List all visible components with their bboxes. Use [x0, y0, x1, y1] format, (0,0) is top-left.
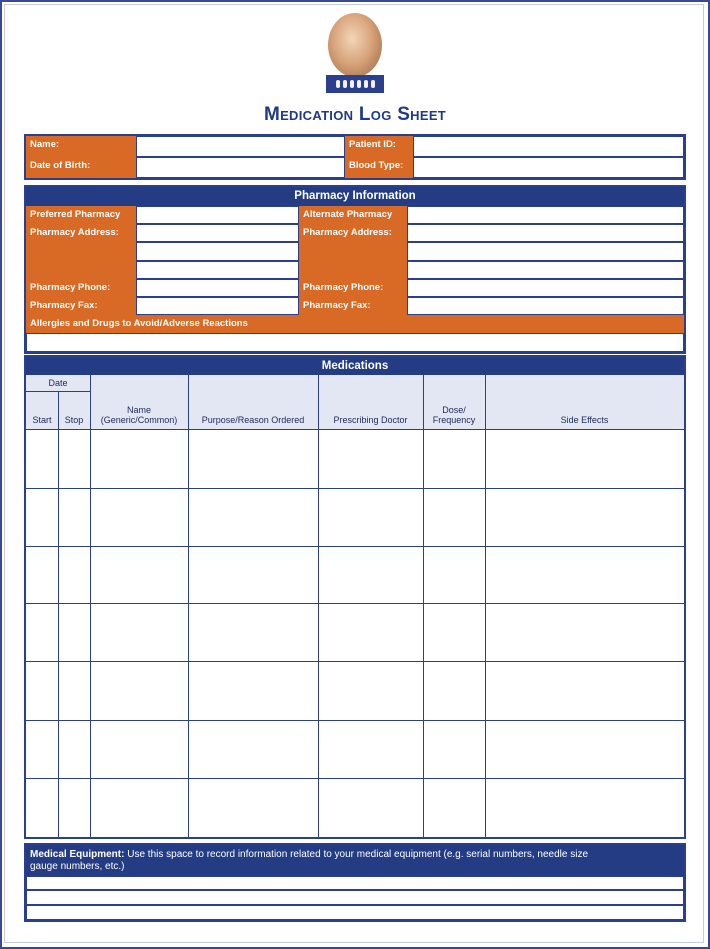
row-line [26, 778, 684, 779]
header-bottom-line [26, 429, 684, 430]
name-column-label-line2: (Generic/Common) [100, 415, 178, 425]
col-line-side-effects [485, 375, 486, 837]
name-column-label-line1: Name [126, 405, 151, 415]
col-line-dose [423, 375, 424, 837]
patient-info-section [24, 134, 686, 180]
allergies-field[interactable] [26, 333, 684, 352]
equipment-label: Medical Equipment: [30, 849, 125, 860]
equipment-line-1[interactable] [26, 876, 684, 890]
doctor-column-label: Prescribing Doctor [333, 415, 408, 425]
col-line-purpose [188, 375, 189, 837]
preferred-pharmacy-field[interactable] [136, 206, 299, 224]
col-line-name [90, 375, 91, 837]
equipment-text: Use this space to record information related to your medical equipment (e.g. serial numbers, needle size gauge numbers, etc.) [30, 849, 589, 872]
preferred-address-label: Pharmacy Address: [26, 224, 136, 279]
preferred-address-line-1[interactable] [136, 224, 299, 242]
name-label: Name: [26, 136, 136, 157]
row-line [26, 488, 684, 489]
alternate-address-line-2[interactable] [407, 242, 684, 261]
equipment-description [30, 849, 590, 873]
patient-id-field[interactable] [413, 136, 684, 157]
name-field[interactable] [136, 136, 345, 157]
alternate-pharmacy-label: Alternate Pharmacy [299, 206, 407, 224]
medications-header: Medications [26, 357, 684, 375]
equipment-line-2[interactable] [26, 890, 684, 905]
logo-band [326, 75, 384, 93]
preferred-phone-field[interactable] [136, 279, 299, 297]
dose-column-label-line2: Frequency [432, 415, 476, 425]
preferred-fax-label: Pharmacy Fax: [26, 297, 136, 315]
pharmacy-section [24, 185, 686, 354]
logo [326, 13, 384, 93]
dose-column-label-line1: Dose/ [442, 405, 466, 415]
alternate-fax-field[interactable] [407, 297, 684, 315]
alternate-phone-field[interactable] [407, 279, 684, 297]
preferred-fax-field[interactable] [136, 297, 299, 315]
stop-column-label: Stop [64, 415, 84, 425]
dob-label: Date of Birth: [26, 157, 136, 178]
row-line [26, 603, 684, 604]
preferred-address-line-2[interactable] [136, 242, 299, 261]
alternate-address-label: Pharmacy Address: [299, 224, 407, 279]
preferred-phone-label: Pharmacy Phone: [26, 279, 136, 297]
preferred-address-line-3[interactable] [136, 261, 299, 279]
alternate-phone-label: Pharmacy Phone: [299, 279, 407, 297]
equipment-section [24, 843, 686, 922]
medications-section [24, 355, 686, 839]
alternate-address-line-3[interactable] [407, 261, 684, 279]
dob-field[interactable] [136, 157, 345, 178]
equipment-line-3[interactable] [26, 905, 684, 920]
row-line [26, 720, 684, 721]
row-line [26, 661, 684, 662]
alternate-fax-label: Pharmacy Fax: [299, 297, 407, 315]
date-column-label: Date [48, 378, 68, 388]
equipment-header [26, 845, 684, 876]
start-column-label: Start [32, 415, 52, 425]
alternate-pharmacy-field[interactable] [407, 206, 684, 224]
pharmacy-header: Pharmacy Information [26, 187, 684, 206]
blood-type-label: Blood Type: [345, 157, 413, 178]
logo-photo [328, 13, 382, 77]
col-line-stop [58, 391, 59, 837]
page-title: Medication Log Sheet [263, 104, 447, 125]
preferred-pharmacy-label: Preferred Pharmacy [26, 206, 136, 224]
allergies-label: Allergies and Drugs to Avoid/Adverse Reactions [26, 315, 684, 333]
patient-id-label: Patient ID: [345, 136, 413, 157]
side-effects-column-label: Side Effects [560, 415, 609, 425]
purpose-column-label: Purpose/Reason Ordered [201, 415, 305, 425]
row-line [26, 546, 684, 547]
col-line-doctor [318, 375, 319, 837]
blood-type-field[interactable] [413, 157, 684, 178]
alternate-address-line-1[interactable] [407, 224, 684, 242]
